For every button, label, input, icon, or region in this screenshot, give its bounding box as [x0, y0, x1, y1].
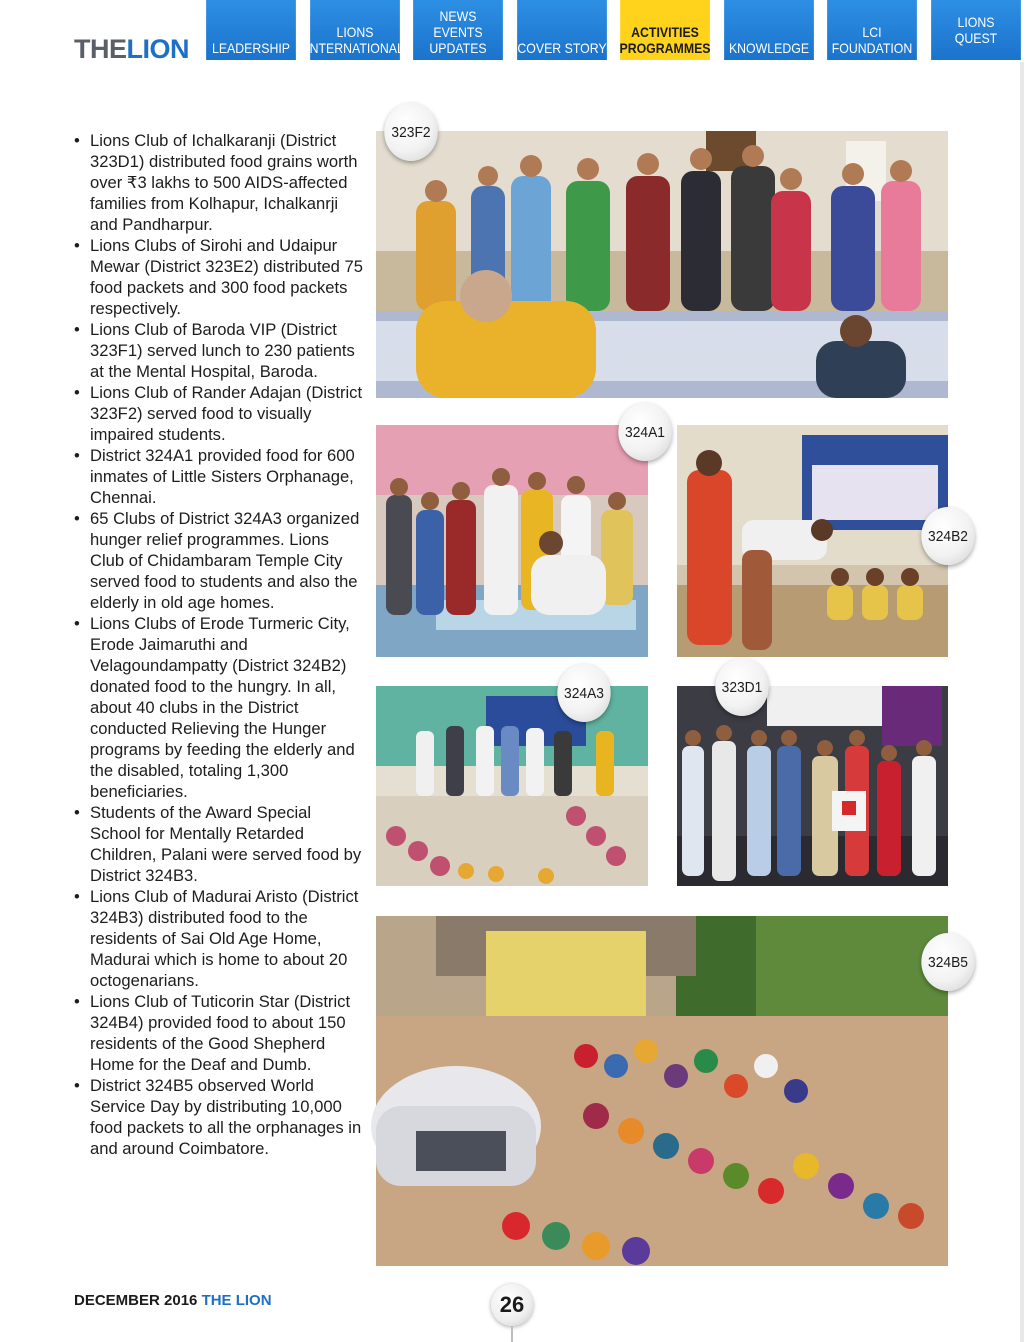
- district-badge-323f2: 323F2: [384, 103, 437, 161]
- page-edge-rule: [1020, 62, 1024, 1342]
- nav-tab-lions-quest[interactable]: LIONS QUEST: [931, 0, 1021, 60]
- nav-tab-activities-programmes[interactable]: ACTIVITIES PROGRAMMES: [620, 0, 710, 60]
- activity-item: • Lions Clubs of Erode Turmeric City, Erode Jaimaruthi and Velagoundampatty (District 324B2) donated food to the hungry. In all, about 40 clubs in the District conducted Relieving the Hunger programs by feeding the elderly and the disabled, totaling 1,300 beneficiaries.: [74, 613, 364, 802]
- nav-tab-lions-international[interactable]: LIONS INTERNATIONAL: [310, 0, 400, 60]
- magazine-logo[interactable]: [74, 34, 189, 64]
- footer-brand: THE LION: [201, 1292, 272, 1309]
- nav-tab-knowledge[interactable]: KNOWLEDGE: [724, 0, 814, 60]
- activity-item: • District 324A1 provided food for 600 inmates of Little Sisters Orphanage, Chennai.: [74, 445, 364, 508]
- footer-issue: [74, 1292, 272, 1309]
- nav-tab-leadership[interactable]: LEADERSHIP: [206, 0, 296, 60]
- activity-item: • 65 Clubs of District 324A3 organized hunger relief programmes. Lions Club of Chidambaram Temple City served food to students and also the elderly in old age homes.: [74, 508, 364, 613]
- activity-item: • Lions Clubs of Sirohi and Udaipur Mewar (District 323E2) distributed 75 food packets and 300 food packets respectively.: [74, 235, 364, 319]
- page-number: 26: [491, 1284, 533, 1326]
- photo-324a1: [376, 423, 665, 657]
- photo-324b2-image: [677, 425, 948, 657]
- activity-item: • Students of the Award Special School for Mentally Retarded Children, Palani were served food by District 324B3.: [74, 802, 364, 886]
- magazine-header: [0, 0, 1024, 62]
- activity-item: • Lions Club of Tuticorin Star (District 324B4) provided food to about 150 residents of the Good Shepherd Home for the Deaf and Dumb.: [74, 991, 364, 1075]
- nav-tab-news-events-updates[interactable]: NEWS EVENTS UPDATES: [413, 0, 503, 60]
- photo-323d1-image: [677, 686, 948, 886]
- district-badge-324b2: 324B2: [921, 507, 974, 565]
- district-badge-324b5: 324B5: [921, 933, 974, 991]
- photo-324b5-image: [376, 916, 948, 1266]
- activity-list: [74, 130, 364, 1159]
- section-nav: [200, 0, 1028, 60]
- district-badge-323d1: 323D1: [715, 658, 768, 716]
- footer-month: DECEMBER 2016: [74, 1292, 198, 1309]
- page-number-tick: [511, 1326, 513, 1342]
- logo-lion: LION: [126, 34, 189, 64]
- nav-tab-cover-story[interactable]: COVER STORY: [517, 0, 607, 60]
- district-badge-324a1: 324A1: [618, 403, 671, 461]
- photo-323f2-image: [376, 131, 948, 398]
- photo-323f2: [376, 123, 948, 398]
- photo-324a3: [376, 686, 648, 886]
- activity-item: • Lions Club of Ichalkaranji (District 323D1) distributed food grains worth over ₹3 lakhs to 500 AIDS-affected families from Kolhapur, Ichalkanrji and Pandharpur.: [74, 130, 364, 235]
- district-badge-324a3: 324A3: [557, 664, 610, 722]
- activity-item: • Lions Club of Baroda VIP (District 323F1) served lunch to 230 patients at the Mental Hospital, Baroda.: [74, 319, 364, 382]
- photo-324b5: [376, 916, 968, 1266]
- nav-tab-lci-foundation[interactable]: LCI FOUNDATION: [827, 0, 917, 60]
- photo-324b2: [677, 425, 968, 657]
- logo-the: THE: [74, 34, 127, 64]
- photo-323d1: [677, 678, 948, 886]
- photo-324a1-image: [376, 425, 648, 657]
- activity-item: • Lions Club of Madurai Aristo (District 324B3) distributed food to the residents of Sai Old Age Home, Madurai which is home to about 20 octogenarians.: [74, 886, 364, 991]
- activity-item: • District 324B5 observed World Service Day by distributing 10,000 food packets to all the orphanages in and around Coimbatore.: [74, 1075, 364, 1159]
- activity-item: • Lions Club of Rander Adajan (District 323F2) served food to visually impaired students.: [74, 382, 364, 445]
- photo-324a3-image: [376, 686, 648, 886]
